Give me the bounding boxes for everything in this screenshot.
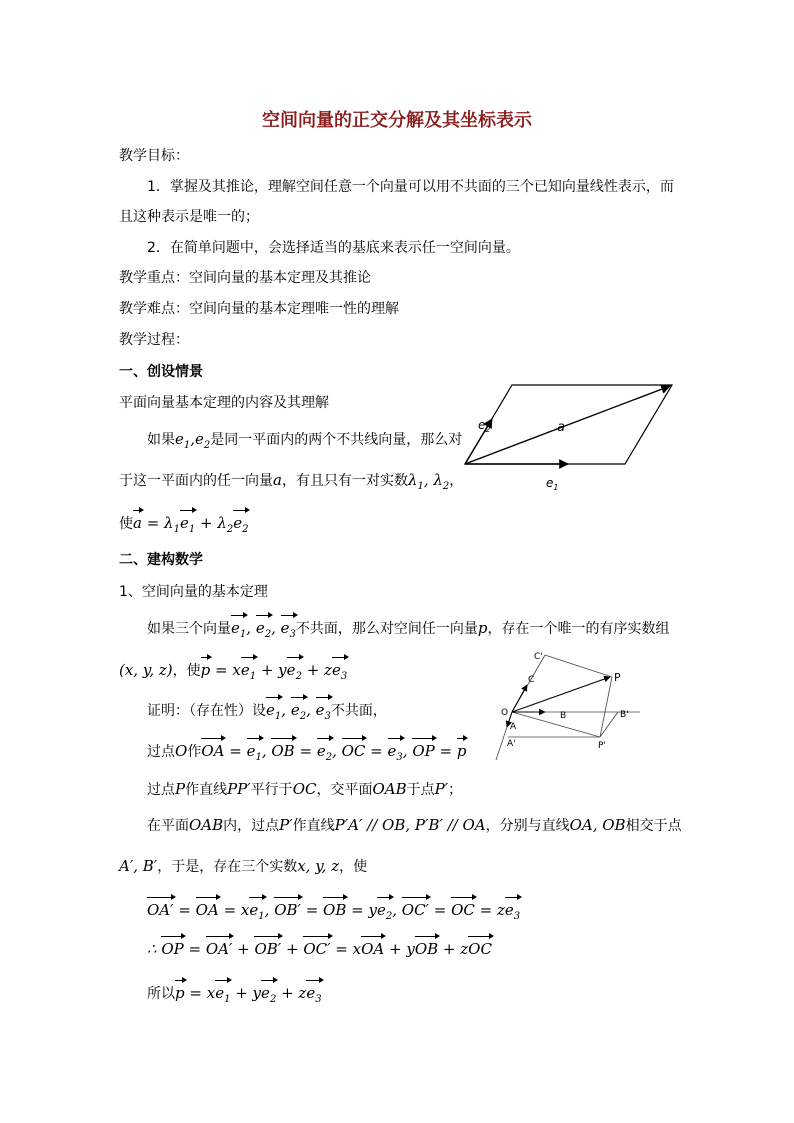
text-run: 在平面 [147,818,189,834]
text-run: 使 [119,516,133,532]
math-oc: OC [292,780,317,798]
math-sum: ∴ OP = OA′ + OB′ + OC′ = xOA + yOB + zOC [147,940,492,958]
vector-op-arrow [512,677,610,712]
math-conclusion: $p = xe_1 + ye_2 + ze_3$ [175,984,322,1002]
objective-2: 2．在简单问题中，会选择适当的基底来表示任一空间向量。 [147,240,520,256]
math-plane-decomposition: $a = \lambda_1e_1 + \lambda_2e_2$ [133,514,248,532]
math-p: p [477,619,488,637]
conclusion-line [147,983,322,1010]
math-a: a [273,471,282,489]
line-op1 [512,712,600,737]
math-parallels: P′A′ // OB, P′B′ // OA [334,816,486,834]
label-a1: A' [507,739,516,749]
vector-a-arrow [465,386,670,464]
math-xyz-vars: x, y, z [297,857,340,875]
math-e1-e2: $e_1,e_2$ [175,430,211,451]
label-p1: P' [598,741,606,751]
text-run: 是同一平面内的两个不共线向量，那么对 [210,432,463,448]
math-p1: P′ [279,816,293,834]
point-p-line [147,779,462,800]
text-run: ，使 [172,663,201,679]
line-c1p [545,655,612,677]
math-oab: OAB [189,816,224,834]
equation-components [147,900,520,927]
label-o: O [501,708,509,718]
math-components: OA′ = OA = $xe_1$, OB′ = OB = $ye_2$, OC′ = OC = $ze_3$ [147,901,520,919]
text-run: 过点 [147,782,175,798]
point-o-line [147,741,466,768]
theorem-line-2 [119,660,347,687]
label-e2: $e_2$ [478,418,491,434]
label-a: A [510,722,517,732]
math-vector-defs: OA = $e_1$, OB = $e_2$, OC = $e_3$, OP = p [201,742,466,760]
math-p1: P′ [434,780,449,798]
text-run: 过点 [147,744,175,760]
text-run: ，交平面 [316,782,373,798]
text-run: ，使 [339,859,368,875]
math-oa-ob: OA, OB [569,816,626,834]
page-title: 空间向量的正交分解及其坐标表示 [262,110,532,131]
text-run: 不共面， [330,703,387,719]
label-c1: C' [534,652,543,662]
proof-line [147,700,387,727]
label-b1: B' [620,710,629,720]
label-c: C [528,675,535,685]
space-vector-diagram [490,645,650,765]
objective-1-line-2: 且这种表示是唯一的； [119,209,259,225]
theorem-line-1 [147,618,670,645]
math-pp: PP′ [227,780,251,798]
text-run: 如果三个向量 [147,621,231,637]
difficulty: 教学难点：空间向量的基本定理唯一性的理解 [119,301,399,317]
section1-heading: 一、创设情景 [119,364,203,380]
math-e1-e2-e3: $e_1$, $e_2$, $e_3$ [231,619,296,637]
math-xyz: (x, y, z) [119,661,173,679]
text-run: ； [448,782,463,798]
text-run: 平行于 [250,782,293,798]
text-run: 作 [187,744,202,760]
text-run: ， [449,473,464,489]
section2-sub1: 1、空间向量的基本定理 [119,584,268,600]
objective-1-line-1: 1．掌握及其推论，理解空间任意一个向量可以用不共面的三个已知向量线性表示，而 [147,179,674,195]
text-run: 作直线 [185,782,228,798]
text-run: 如果 [147,432,175,448]
process-heading: 教学过程： [119,332,189,348]
section2-heading: 二、建构数学 [119,552,203,568]
text-run: ，存在一个唯一的有序实数组 [487,621,670,637]
section1-subheading: 平面向量基本定理的内容及其理解 [119,395,329,411]
key-point: 教学重点：空间向量的基本定理及其推论 [119,270,371,286]
text-run: 于点 [406,782,435,798]
text-run: 不共面，那么对空间任一向量 [295,621,478,637]
equation-sum [147,939,492,960]
text-run: 所以 [147,986,175,1002]
text-run: 相交于点 [625,818,682,834]
text-run: ，分别与直线 [485,818,570,834]
section1-line-1 [147,429,462,456]
math-lambdas: $\lambda_1$, $\lambda_2$ [407,471,450,492]
text-run: 作直线 [292,818,335,834]
text-run: 证明：（存在性）设 [147,703,266,719]
math-a1-b1: A′, B′ [119,857,158,875]
text-run: ，有且只有一对实数 [281,473,408,489]
text-run: 于这一平面内的任一向量 [119,473,273,489]
points-ab-line [119,856,367,877]
label-b: B [560,711,567,721]
label-e1: $e_1$ [546,476,559,492]
section1-line-3 [119,513,248,540]
math-space-decomposition: $p = xe_1 + ye_2 + ze_3$ [201,661,348,679]
plane-oab-line [147,815,682,836]
math-oab: OAB [372,780,407,798]
objectives-heading: 教学目标： [119,148,189,164]
section1-line-2 [119,470,463,497]
label-a: a [557,420,565,435]
math-o: O [175,742,188,760]
text-run: 内，过点 [223,818,280,834]
plane-vector-diagram [460,375,690,500]
math-p-point: P [175,780,186,798]
text-run: ，于是，存在三个实数 [157,859,298,875]
label-p: P [614,671,621,684]
math-e1-e2-e3: $e_1$, $e_2$, $e_3$ [266,701,331,719]
